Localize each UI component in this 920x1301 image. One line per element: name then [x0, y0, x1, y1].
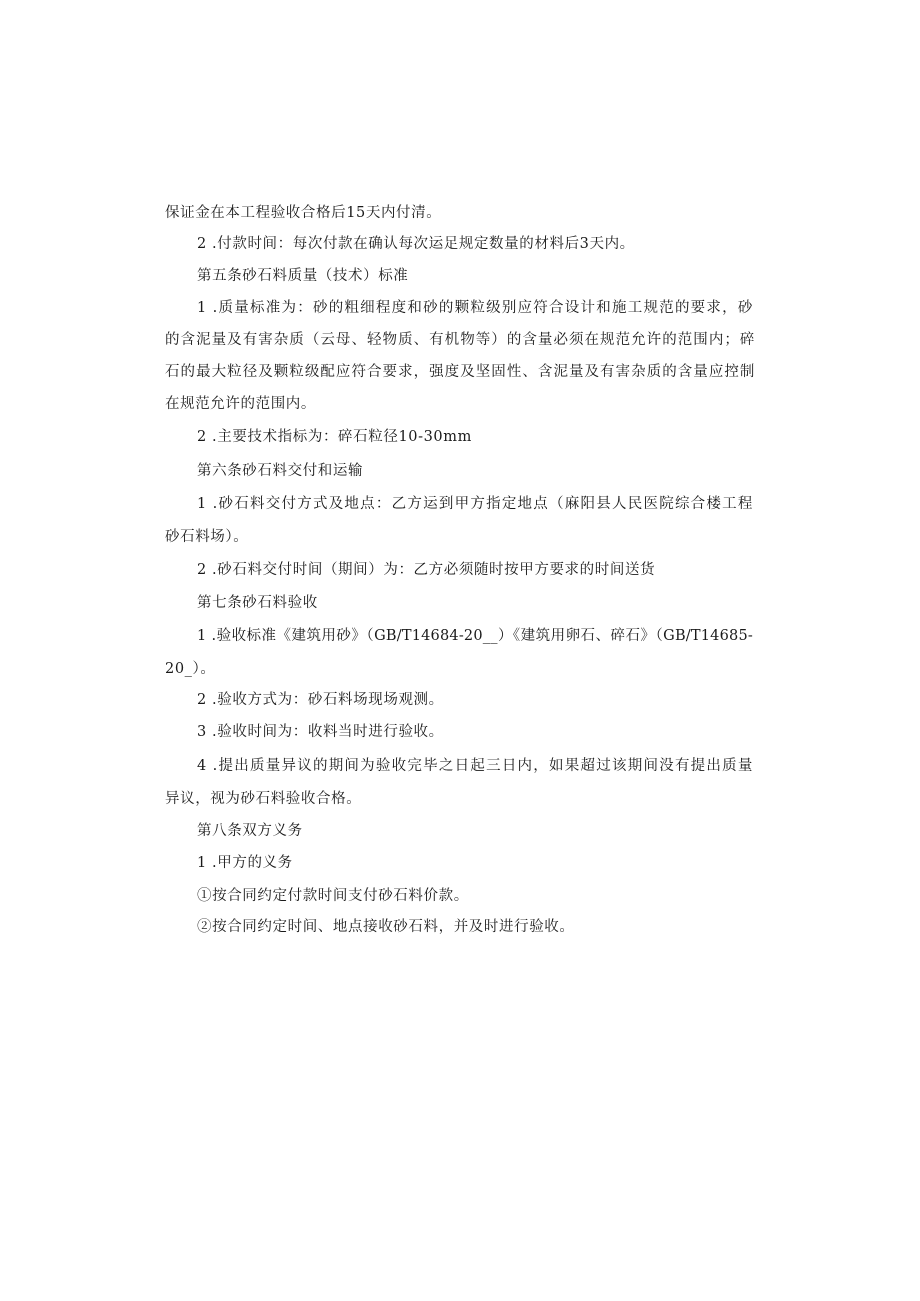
- text-line: 在规范允许的范围内。: [165, 396, 316, 412]
- text-line: 2 .主要技术指标为：碎石粒径10-30mm: [197, 429, 472, 445]
- text-line: 1 .质量标准为：砂的粗细程度和砂的颗粒级别应符合设计和施工规范的要求，砂: [197, 300, 753, 316]
- list-item: ①按合同约定付款时间支付砂石料价款。: [197, 888, 469, 904]
- text-line: 砂石料场）。: [165, 529, 249, 545]
- section-heading: 第五条砂石料质量（技术）标准: [197, 268, 409, 284]
- section-heading: 第八条双方义务: [197, 823, 303, 839]
- text-line: 3 .验收时间为：收料当时进行验收。: [197, 724, 444, 740]
- text-line: 2 .砂石料交付时间（期间）为：乙方必须随时按甲方要求的时间送货: [197, 562, 656, 578]
- section-heading: 第六条砂石料交付和运输: [197, 463, 364, 479]
- text-line: 1 .甲方的义务: [197, 855, 293, 871]
- text-line: 石的最大粒径及颗粒级配应符合要求，强度及坚固性、含泥量及有害杂质的含量应控制: [165, 364, 755, 380]
- list-item: ②按合同约定时间、地点接收砂石料，并及时进行验收。: [197, 919, 575, 935]
- text-line: 2 .付款时间：每次付款在确认每次运足规定数量的材料后3天内。: [197, 236, 635, 252]
- text-line: 20_）。: [165, 661, 216, 677]
- section-heading: 第七条砂石料验收: [197, 595, 318, 611]
- text-line: 的含泥量及有害杂质（云母、轻物质、有机物等）的含量必须在规范允许的范围内；碎: [165, 332, 755, 348]
- text-line: 异议，视为砂石料验收合格。: [165, 791, 362, 807]
- text-line: 1 .砂石料交付方式及地点：乙方运到甲方指定地点（麻阳县人民医院综合楼工程: [197, 496, 753, 512]
- text-line: 1 .验收标准《建筑用砂》（GB/T14684-20__）《建筑用卵石、碎石》（GB/T14685-: [197, 628, 753, 644]
- text-line: 4 .提出质量异议的期间为验收完毕之日起三日内，如果超过该期间没有提出质量: [197, 758, 753, 774]
- text-line: 保证金在本工程验收合格后15天内付清。: [165, 205, 442, 221]
- text-line: 2 .验收方式为：砂石料场现场观测。: [197, 692, 444, 708]
